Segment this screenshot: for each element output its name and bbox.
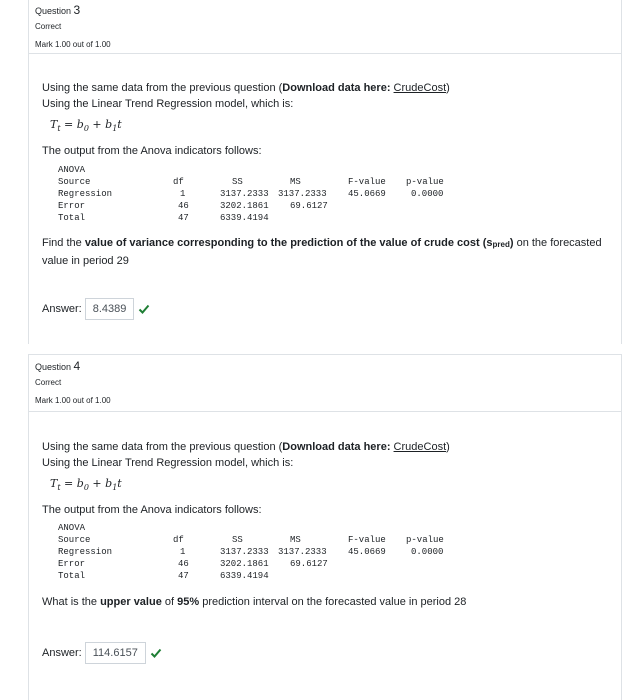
anova-row-error-df: 46 bbox=[178, 559, 189, 569]
anova-row-regression-source: Regression bbox=[58, 547, 113, 557]
q3-intro-line2: Using the Linear Trend Regression model, which is: bbox=[42, 98, 294, 110]
anova-header-fvalue: F-value bbox=[348, 535, 386, 545]
q4-crudecost-link[interactable]: CrudeCost bbox=[393, 441, 447, 453]
anova-row-error-ss: 3202.1861 bbox=[220, 559, 269, 569]
anova-row-regression-f: 45.0669 bbox=[348, 547, 386, 557]
check-icon bbox=[150, 647, 162, 659]
anova-header-pvalue: p-value bbox=[406, 177, 444, 187]
check-icon bbox=[138, 303, 150, 315]
anova-row-regression-f: 45.0669 bbox=[348, 189, 386, 199]
anova-row-error-ss: 3202.1861 bbox=[220, 201, 269, 211]
anova-header-ms: MS bbox=[290, 535, 301, 545]
q3-formula: $T_t = b_0 + b_1t$ bbox=[50, 118, 122, 134]
anova-row-total-ss: 6339.4194 bbox=[220, 213, 269, 223]
q4-state: Correct bbox=[35, 378, 62, 387]
q3-answer-row bbox=[42, 298, 150, 320]
anova-row-regression-ss: 3137.2333 bbox=[220, 189, 269, 199]
anova-row-regression-df: 1 bbox=[180, 189, 186, 199]
anova-row-total-source: Total bbox=[58, 213, 86, 223]
q4-grade: Mark 1.00 out of 1.00 bbox=[35, 396, 111, 405]
anova-title: ANOVA bbox=[58, 165, 86, 175]
anova-header-ms: MS bbox=[290, 177, 301, 187]
anova-header-fvalue: F-value bbox=[348, 177, 386, 187]
q3-title: Question 3 bbox=[35, 3, 81, 17]
anova-row-regression-p: 0.0000 bbox=[411, 547, 444, 557]
q4-intro-line1: Using the same data from the previous question (Download data here: CrudeCost) bbox=[42, 441, 450, 453]
q4-answer-row bbox=[42, 642, 162, 664]
q3-anova-table bbox=[58, 164, 458, 224]
q3-info-box bbox=[28, 0, 622, 54]
anova-row-error-source: Error bbox=[58, 559, 86, 569]
anova-header-ss: SS bbox=[232, 535, 243, 545]
anova-row-regression-df: 1 bbox=[180, 547, 186, 557]
q3-crudecost-link[interactable]: CrudeCost bbox=[393, 82, 447, 94]
anova-row-total-df: 47 bbox=[178, 213, 189, 223]
q3-output-intro: The output from the Anova indicators follows: bbox=[42, 145, 262, 157]
q4-title: Question 4 bbox=[35, 359, 81, 373]
anova-row-regression-ss: 3137.2333 bbox=[220, 547, 269, 557]
q3-answer-input[interactable]: 8.4389 bbox=[85, 298, 135, 320]
anova-row-error-ms: 69.6127 bbox=[290, 201, 328, 211]
anova-row-regression-ms: 3137.2333 bbox=[278, 547, 327, 557]
anova-row-total-df: 47 bbox=[178, 571, 189, 581]
q4-number: 4 bbox=[73, 359, 81, 373]
q4-prompt: What is the upper value of 95% prediction interval on the forecasted value in period 28 bbox=[42, 596, 467, 608]
anova-row-total-source: Total bbox=[58, 571, 86, 581]
anova-row-error-ms: 69.6127 bbox=[290, 559, 328, 569]
anova-header-source: Source bbox=[58, 177, 91, 187]
q4-anova-table bbox=[58, 522, 458, 582]
q3-intro-line1: Using the same data from the previous question (Download data here: CrudeCost) bbox=[42, 82, 450, 94]
anova-header-df: df bbox=[173, 535, 184, 545]
q4-info-box bbox=[28, 354, 622, 412]
q4-answer-label: Answer: bbox=[42, 647, 82, 659]
anova-header-df: df bbox=[173, 177, 184, 187]
q3-number: 3 bbox=[73, 3, 81, 17]
q3-grade: Mark 1.00 out of 1.00 bbox=[35, 40, 111, 49]
anova-row-error-df: 46 bbox=[178, 201, 189, 211]
q4-answer-input[interactable]: 114.6157 bbox=[85, 642, 146, 664]
q3-answer-label: Answer: bbox=[42, 303, 82, 315]
anova-row-total-ss: 6339.4194 bbox=[220, 571, 269, 581]
q3-state: Correct bbox=[35, 22, 62, 31]
anova-header-pvalue: p-value bbox=[406, 535, 444, 545]
anova-header-source: Source bbox=[58, 535, 91, 545]
anova-row-regression-p: 0.0000 bbox=[411, 189, 444, 199]
q3-prompt: Find the value of variance corresponding to the prediction of the value of crude cost $(s_{pred})$ on the forecasted value in period 29 bbox=[42, 237, 602, 267]
anova-header-ss: SS bbox=[232, 177, 243, 187]
q4-intro-line2: Using the Linear Trend Regression model, which is: bbox=[42, 457, 294, 469]
q4-formula: $T_t = b_0 + b_1t$ bbox=[50, 477, 122, 493]
q4-output-intro: The output from the Anova indicators follows: bbox=[42, 504, 262, 516]
anova-row-regression-source: Regression bbox=[58, 189, 113, 199]
anova-title: ANOVA bbox=[58, 523, 86, 533]
anova-row-regression-ms: 3137.2333 bbox=[278, 189, 327, 199]
anova-row-error-source: Error bbox=[58, 201, 86, 211]
